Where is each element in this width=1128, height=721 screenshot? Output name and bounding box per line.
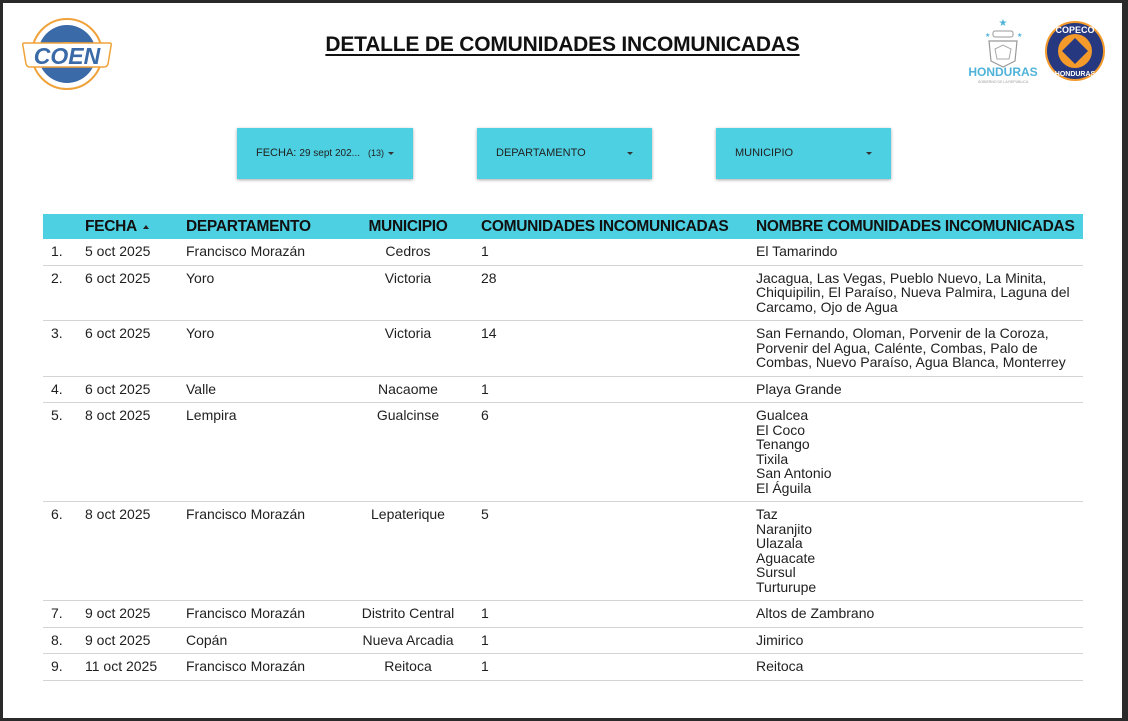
community-name-line: Sursul [756, 564, 796, 580]
fecha-filter-dropdown[interactable]: FECHA: 29 sept 202... (13) [237, 128, 413, 179]
cell-departamento: Yoro [186, 325, 215, 341]
cell-nombres [749, 326, 1083, 370]
cell-municipio: Distrito Central [361, 605, 455, 621]
table-row[interactable] [43, 628, 1083, 655]
svg-text:★: ★ [1017, 33, 1023, 39]
community-name-line: Carcamo, Ojo de Agua [756, 298, 898, 315]
svg-text:COEN: COEN [33, 43, 101, 69]
cell-cantidad: 1 [481, 658, 489, 674]
fecha-filter-label: FECHA [256, 147, 294, 159]
community-name-line: Jimirico [756, 631, 804, 648]
chevron-down-icon [866, 152, 872, 155]
community-name-line: Naranjito [756, 520, 813, 537]
column-header-fecha[interactable]: FECHA [85, 218, 186, 236]
honduras-government-logo [965, 15, 1041, 85]
cell-cantidad: 1 [481, 631, 489, 648]
community-name-line: Playa Grande [756, 380, 842, 397]
column-header-municipio[interactable]: MUNICIPIO [368, 217, 448, 235]
cell-cantidad: 1 [481, 380, 489, 397]
community-name-line: Taz [756, 506, 778, 522]
cell-cantidad: 14 [481, 325, 497, 341]
svg-text:GOBIERNO DE LA REPÚBLICA: GOBIERNO DE LA REPÚBLICA [977, 80, 1029, 84]
cell-cantidad: 28 [481, 269, 497, 286]
community-name-line: Tixila [756, 450, 789, 467]
cell-nombres [749, 382, 1083, 397]
cell-fecha: 8 oct 2025 [85, 407, 151, 423]
community-name-line: El Águila [756, 479, 812, 496]
fecha-filter-value: 29 sept 202... [299, 148, 361, 159]
cell-fecha: 6 oct 2025 [85, 269, 151, 286]
table-row[interactable] [43, 502, 1083, 601]
cell-departamento: Francisco Morazán [186, 658, 306, 674]
community-name-line: El Tamarindo [756, 243, 838, 259]
cell-fecha: 9 oct 2025 [85, 631, 151, 648]
svg-text:★: ★ [998, 18, 1008, 29]
community-name-line: Aguacate [756, 549, 816, 566]
cell-departamento: Lempira [186, 407, 237, 423]
cell-nombres [749, 408, 1083, 495]
municipio-filter-dropdown[interactable] [716, 128, 891, 179]
row-index: 2. [51, 269, 63, 286]
cell-departamento: Valle [186, 380, 217, 397]
row-index: 6. [51, 506, 63, 522]
table-row[interactable] [43, 654, 1083, 681]
cell-cantidad: 1 [481, 605, 489, 621]
page-title: DETALLE DE COMUNIDADES INCOMUNICADAS [325, 33, 800, 56]
cell-cantidad: 5 [481, 506, 489, 522]
community-name-line: Gualcea [756, 407, 809, 423]
cell-fecha: 6 oct 2025 [85, 325, 151, 341]
comunidades-table [43, 214, 1083, 681]
svg-text:HONDURAS: HONDURAS [968, 65, 1038, 79]
table-row[interactable] [43, 266, 1083, 322]
cell-nombres [749, 271, 1083, 315]
community-name-line: San Antonio [756, 465, 832, 481]
cell-cantidad: 1 [481, 243, 489, 259]
row-index: 4. [51, 380, 63, 397]
community-name-line: El Coco [756, 421, 806, 438]
community-name-line: Jacagua, Las Vegas, Pueblo Nuevo, La Minita, [756, 269, 1047, 286]
row-index: 5. [51, 407, 63, 423]
row-index: 1. [51, 243, 63, 259]
column-header-departamento[interactable]: DEPARTAMENTO [186, 217, 311, 235]
svg-text:COPECO: COPECO [1055, 25, 1095, 35]
cell-municipio: Nacaome [378, 380, 438, 397]
row-index: 9. [51, 658, 63, 674]
community-name-line: Ulazala [756, 535, 803, 551]
cell-fecha: 9 oct 2025 [85, 605, 151, 621]
chevron-down-icon [627, 152, 633, 155]
table-body [43, 239, 1083, 681]
cell-municipio: Victoria [384, 325, 432, 341]
table-row[interactable] [43, 601, 1083, 628]
community-name-line: Tenango [756, 436, 810, 452]
community-name-line: Chiquipilin, El Paraíso, Nueva Palmira, Laguna del [756, 284, 1070, 300]
cell-nombres [749, 659, 1083, 674]
row-index: 7. [51, 605, 63, 621]
community-name-line: Turturupe [756, 578, 817, 595]
community-name-line: Reitoca [756, 658, 804, 674]
departamento-filter-dropdown[interactable] [477, 128, 652, 179]
column-header-nombres[interactable]: NOMBRE COMUNIDADES INCOMUNICADAS [756, 217, 1075, 235]
cell-fecha: 5 oct 2025 [85, 243, 151, 259]
fecha-filter-count: (13) [368, 148, 385, 158]
municipio-filter-label: MUNICIPIO [735, 147, 794, 159]
departamento-filter-label: DEPARTAMENTO [496, 147, 586, 159]
table-header [43, 214, 1083, 239]
table-row[interactable] [43, 377, 1083, 404]
report-page [3, 3, 1122, 718]
chevron-down-icon [388, 152, 394, 155]
cell-nombres [749, 507, 1083, 594]
table-row[interactable] [43, 403, 1083, 502]
svg-text:HONDURAS: HONDURAS [1054, 71, 1096, 78]
row-index: 8. [51, 631, 63, 648]
community-name-line: Porvenir del Agua, Calénte, Combas, Palo de [756, 339, 1038, 356]
column-header-comunidades[interactable]: COMUNIDADES INCOMUNICADAS [481, 217, 729, 235]
cell-departamento: Francisco Morazán [186, 243, 306, 259]
cell-departamento: Francisco Morazán [186, 605, 306, 621]
copeco-logo [1044, 20, 1106, 82]
cell-nombres [749, 244, 1083, 259]
table-row[interactable] [43, 239, 1083, 266]
table-row[interactable] [43, 321, 1083, 377]
community-name-line: San Fernando, Oloman, Porvenir de la Coroza, [756, 325, 1049, 341]
community-name-line: Combas, Nuevo Paraíso, Agua Blanca, Monterrey [756, 354, 1066, 370]
row-index: 3. [51, 325, 63, 341]
cell-nombres [749, 633, 1083, 648]
cell-fecha: 8 oct 2025 [85, 506, 151, 522]
cell-municipio: Reitoca [384, 658, 432, 674]
cell-cantidad: 6 [481, 407, 489, 423]
cell-municipio: Gualcinse [376, 407, 440, 423]
cell-municipio: Lepaterique [371, 506, 445, 522]
svg-text:★: ★ [985, 33, 991, 39]
cell-departamento: Francisco Morazán [186, 506, 306, 522]
cell-municipio: Nueva Arcadia [362, 631, 454, 648]
cell-municipio: Victoria [384, 269, 432, 286]
cell-fecha: 11 oct 2025 [85, 658, 158, 674]
sort-ascending-icon [143, 225, 149, 229]
cell-municipio: Cedros [385, 243, 431, 259]
cell-departamento: Copán [186, 631, 228, 648]
cell-departamento: Yoro [186, 269, 215, 286]
cell-fecha: 6 oct 2025 [85, 380, 151, 397]
community-name-line: Altos de Zambrano [756, 605, 875, 621]
cell-nombres [749, 606, 1083, 621]
